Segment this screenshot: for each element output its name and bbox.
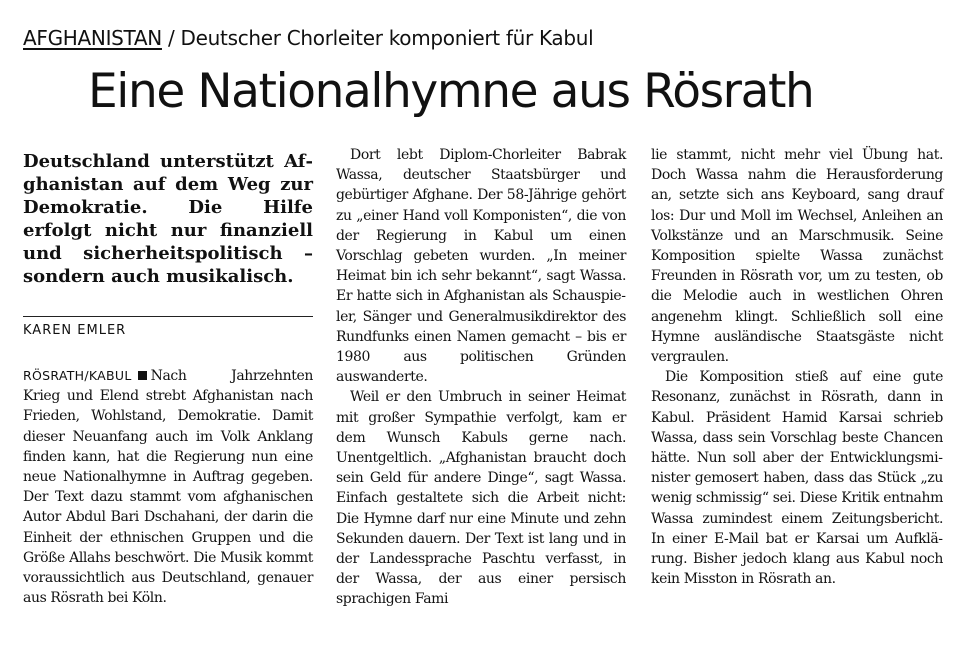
lead-paragraph: Deutschland unterstützt Afghanistan auf dem Weg zur Demokratie. Die Hilfe erfolgt nicht nur finanziell und sicherheitspolitisch – sondern auch musikalisch. <box>23 151 313 287</box>
headline: Eine Nationalhymne aus Rösrath <box>88 64 814 119</box>
kicker-topic: Deutscher Chorleiter komponiert für Kabul <box>180 26 594 50</box>
article-column-3 <box>651 145 943 589</box>
paragraph-text: Nach Jahrzehnten Krieg und Elend strebt Afghanistan nach Frieden, Wohlstand, Demokratie. Damit dieser Neuanfang auch im Volk Anklang finden kann, hat die Regierung nun eine neue Nationalhymne in Auftrag gegeben. Der Text dazu stammt vom afghanischen Autor Abdul Bari Dschahani, der darin die Einheit der ethnischen Gruppen und die Größe Allahs beschwört. Die Musik kommt voraussichtlich aus Deutschland, genauer aus Rösrath bei Köln. <box>23 368 313 607</box>
kicker <box>23 24 943 52</box>
kicker-separator: / <box>168 26 175 50</box>
byline-divider <box>23 316 313 317</box>
article-column-2 <box>336 145 626 610</box>
article-paragraph: Weil er den Umbruch in seiner Heimat mit großer Sympathie verfolgt, kam er dem Wunsch Kabuls gerne nach. Unentgeltlich. „Afghanistan braucht doch sein Geld für andere Dinge“, sagt Wassa. Einfach gestaltete sich die Arbeit nicht: Die Hymne darf nur eine Minute und zehn Sekunden dauern. Der Text ist lang und in der Landessprache Paschtu verfasst, in der Wassa, der aus einer persisch sprachigen Fami <box>336 389 626 608</box>
dateline-square-icon <box>138 371 147 380</box>
byline: KAREN EMLER <box>23 323 127 338</box>
article-column-1 <box>23 366 313 608</box>
dateline: RÖSRATH/KABUL <box>23 368 132 383</box>
article-paragraph: Die Komposition stieß auf eine gute Resonanz, zunächst in Rösrath, dann in Kabul. Präsident Hamid Karsai schrieb Wassa, dass sein Vorschlag beste Chancen hätte. Nun soll aber der Entwicklungsminister gemosert haben, dass das Stück „zu wenig schmissig“ sei. Diese Kritik entnahm Wassa zumindest einem Zeitungsbericht. In einer E-Mail bat er Karsai um Aufklärung. Bisher jedoch klang aus Kabul noch kein Misston in Rösrath an. <box>651 369 943 588</box>
article-paragraph: lie stammt, nicht mehr viel Übung hat. Doch Wassa nahm die Herausforderung an, setzte sich ans Keyboard, sang drauf los: Dur und Moll im Wechsel, Anleihen an Volkstänze und an Marschmusik. Seine Komposition spielte Wassa zunächst Freunden in Rösrath vor, um zu testen, ob die Melodie auch in westlichen Ohren angenehm klingt. Schließlich soll eine Hymne ausländische Staatsgäste nicht vergraulen. <box>651 147 943 366</box>
article-paragraph: Dort lebt Diplom-Chorleiter Babrak Wassa, deutscher Staatsbürger und gebürtiger Afghane. Der 58-Jährige gehört zu „einer Hand voll Komponisten“, die von der Regierung in Kabul um einen Vorschlag gebeten wurden. „In meiner Heimat bin ich sehr bekannt“, sagt Wassa. Er hatte sich in Afghanistan als Schauspieler, Sänger und Generalmusikdirektor des Rundfunks einen Namen gemacht – bis er 1980 aus politischen Gründen auswanderte. <box>336 147 626 386</box>
article-paragraph <box>23 366 313 608</box>
section-label: AFGHANISTAN <box>23 26 162 50</box>
